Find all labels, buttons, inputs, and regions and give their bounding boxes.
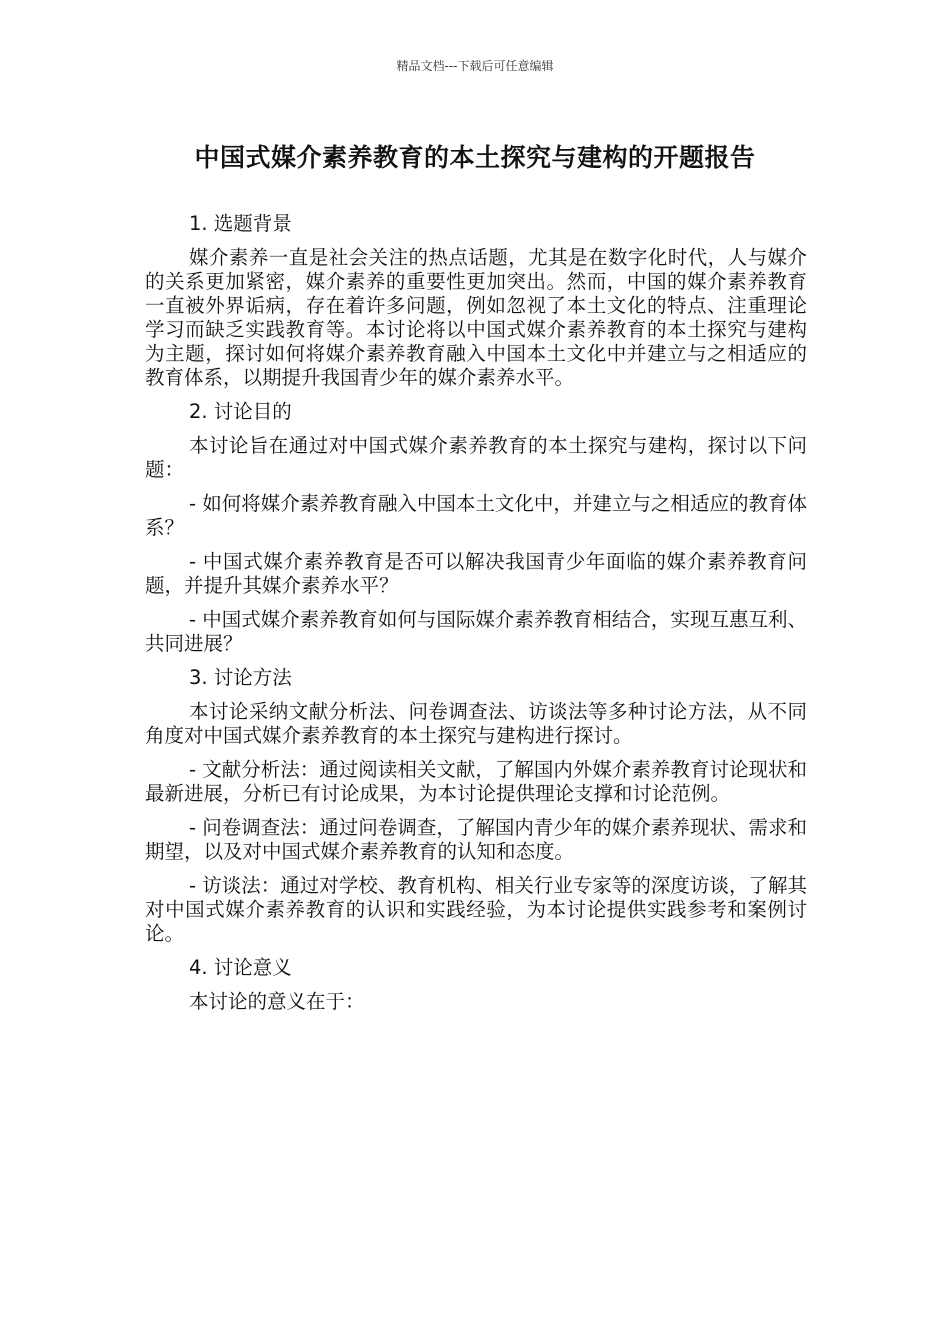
document-title: 中国式媒介素养教育的本土探究与建构的开题报告: [194, 143, 756, 172]
page-header-watermark: 精品文档---下载后可任意编辑: [396, 59, 554, 73]
document-body: [145, 212, 807, 1024]
section-heading: 1. 选题背景: [189, 212, 292, 235]
bullet-item: - 文献分析法：通过阅读相关文献，了解国内外媒介素养教育讨论现状和最新进展，分析已有讨论成果，为本讨论提供理论支撑和讨论范例。: [145, 758, 807, 805]
section-heading: 4. 讨论意义: [189, 956, 292, 979]
section-heading: 3. 讨论方法: [189, 666, 292, 689]
paragraph: 本讨论的意义在于：: [189, 990, 365, 1013]
paragraph: 媒介素养一直是社会关注的热点话题，尤其是在数字化时代，人与媒介的关系更加紧密，媒介素养的重要性更加突出。然而，中国的媒介素养教育一直被外界诟病，存在着许多问题，例如忽视了本土文化的特点、注重理论学习而缺乏实践教育等。本讨论将以中国式媒介素养教育的本土探究与建构为主题，探讨如何将媒介素养教育融入中国本土文化中并建立与之相适应的教育体系，以期提升我国青少年的媒介素养水平。: [145, 246, 807, 389]
bullet-item: - 如何将媒介素养教育融入中国本土文化中，并建立与之相适应的教育体系？: [145, 492, 807, 539]
paragraph: 本讨论采纳文献分析法、问卷调查法、访谈法等多种讨论方法，从不同角度对中国式媒介素养教育的本土探究与建构进行探讨。: [145, 700, 807, 747]
bullet-item: - 中国式媒介素养教育是否可以解决我国青少年面临的媒介素养教育问题，并提升其媒介素养水平？: [145, 550, 807, 597]
bullet-item: - 中国式媒介素养教育如何与国际媒介素养教育相结合，实现互惠互利、共同进展？: [145, 608, 807, 655]
bullet-item: - 问卷调查法：通过问卷调查，了解国内青少年的媒介素养现状、需求和期望，以及对中国式媒介素养教育的认知和态度。: [145, 816, 807, 863]
paragraph: 本讨论旨在通过对中国式媒介素养教育的本土探究与建构，探讨以下问题：: [145, 434, 807, 481]
bullet-item: - 访谈法：通过对学校、教育机构、相关行业专家等的深度访谈，了解其对中国式媒介素养教育的认识和实践经验，为本讨论提供实践参考和案例讨论。: [145, 874, 807, 945]
section-heading: 2. 讨论目的: [189, 400, 292, 423]
